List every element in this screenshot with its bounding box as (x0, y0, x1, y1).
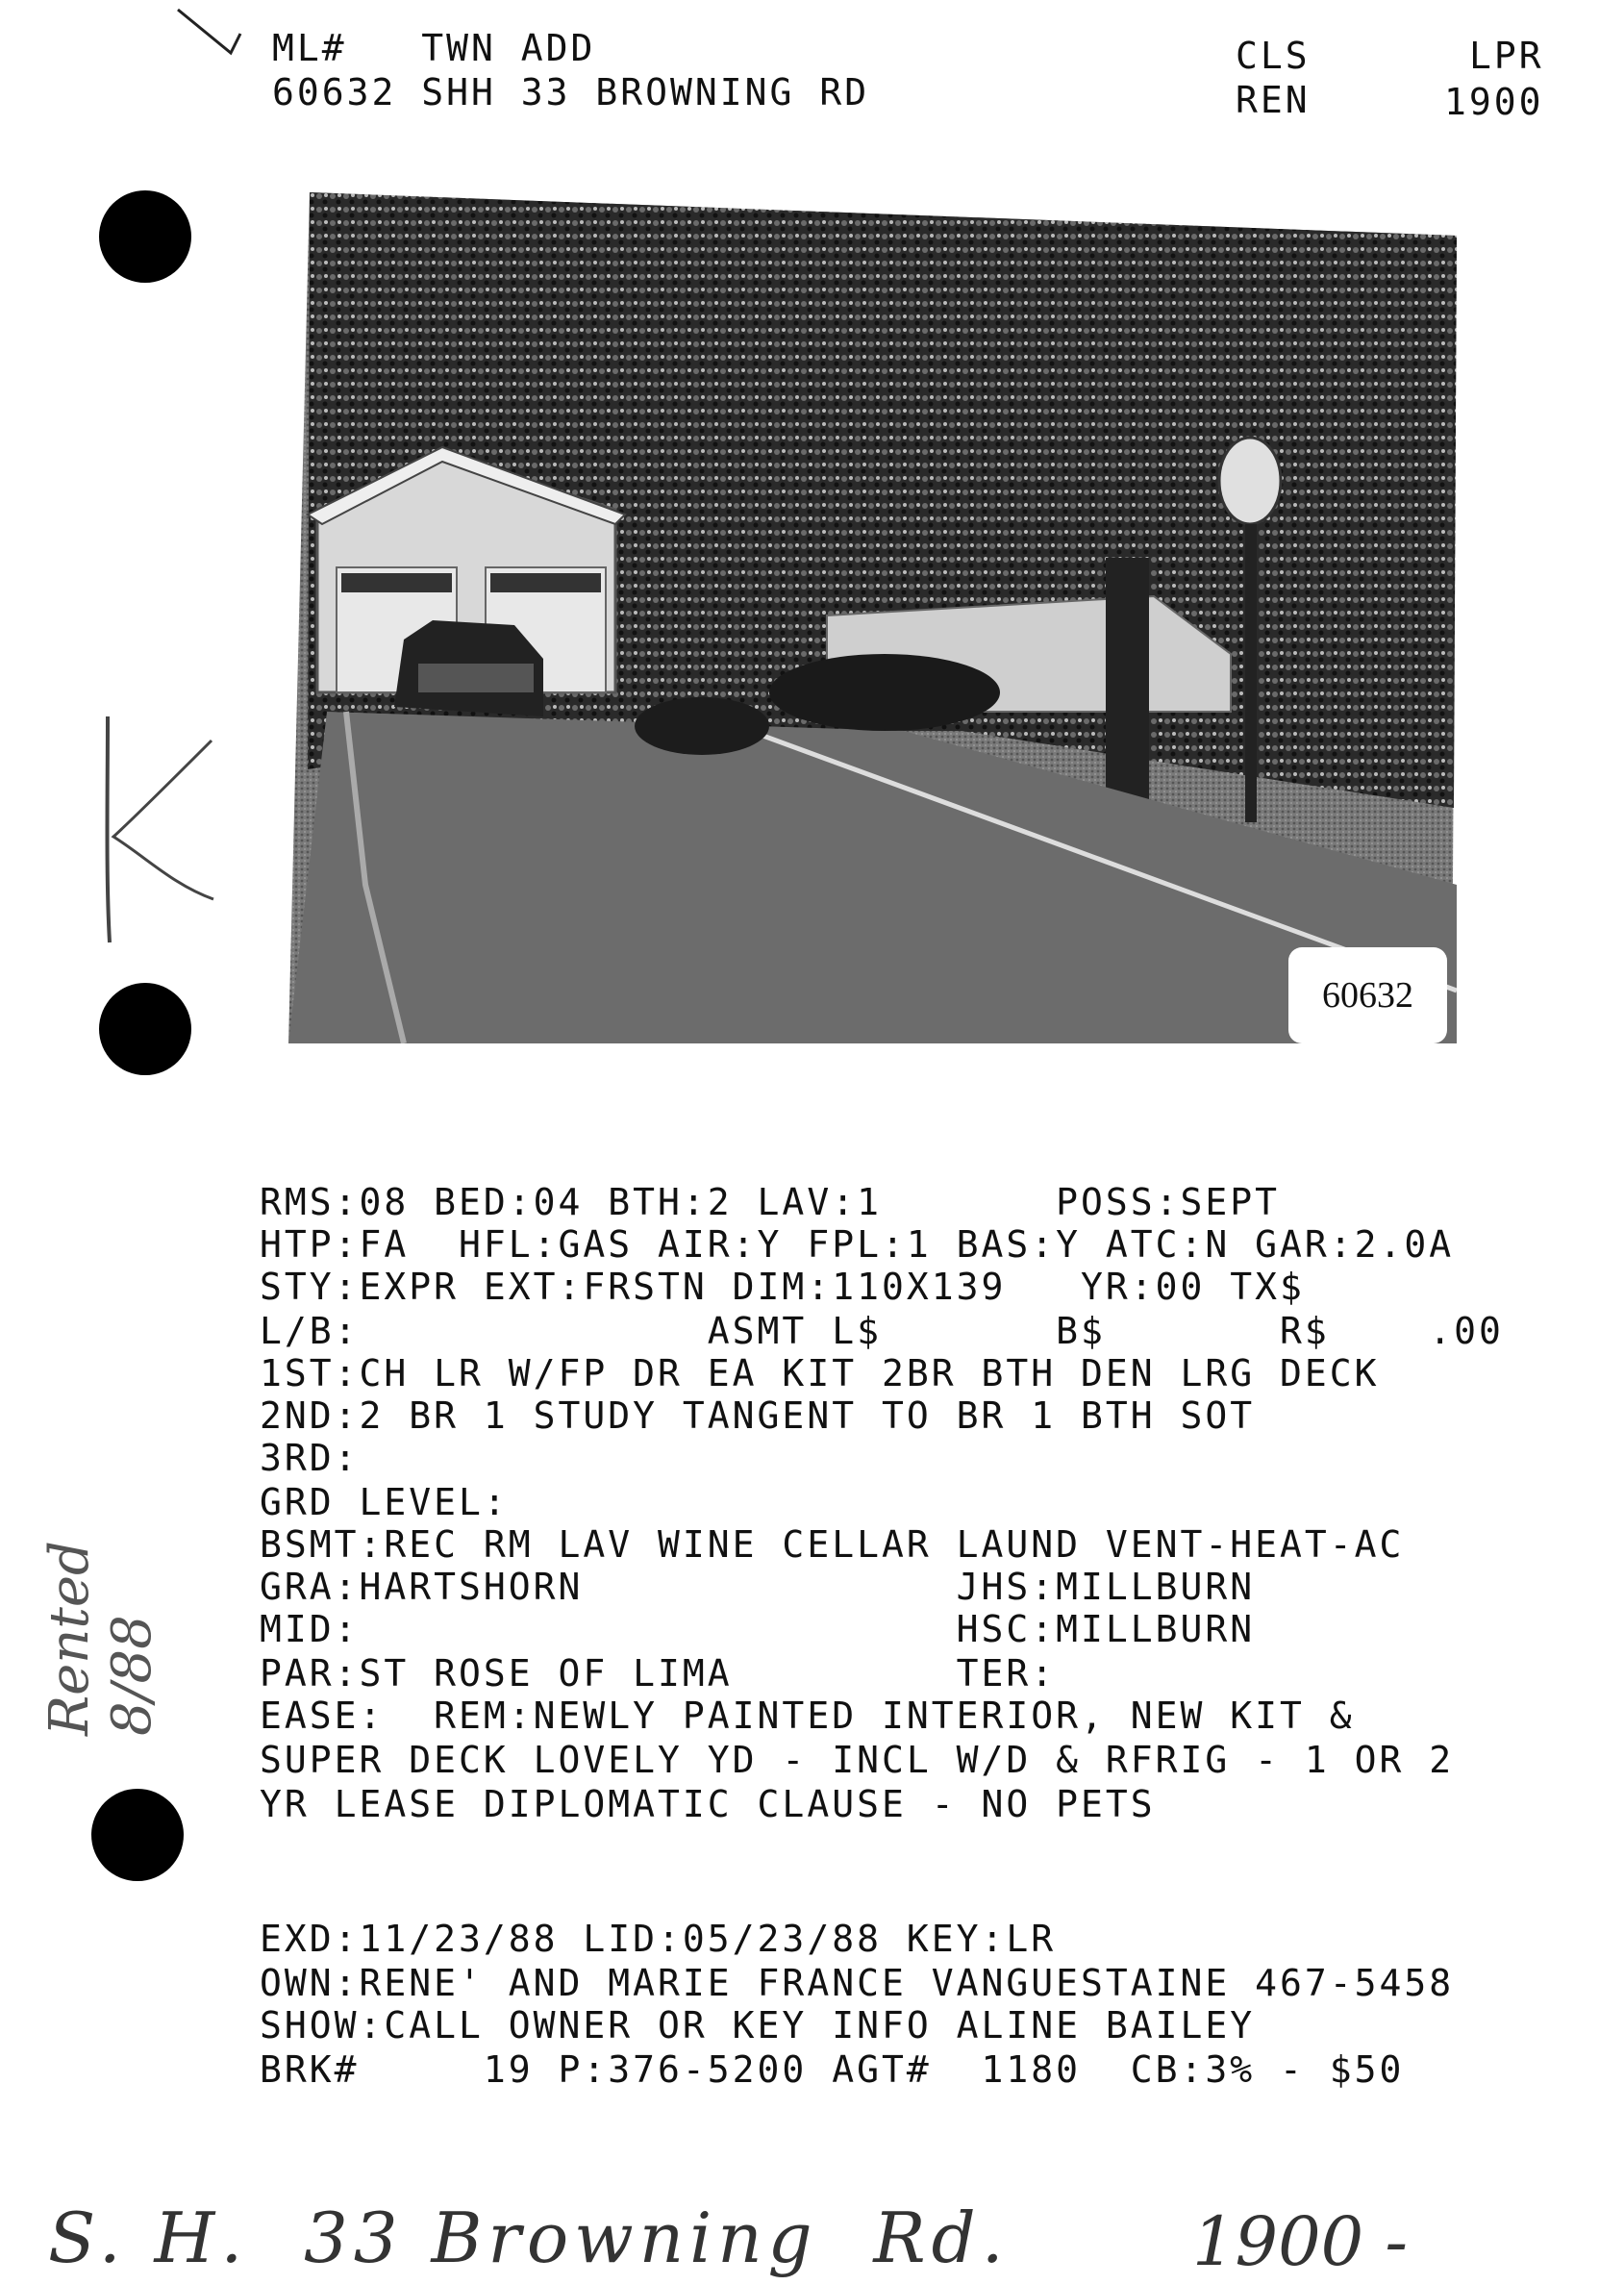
listing-line-remarks-3: YR LEASE DIPLOMATIC CLAUSE - NO PETS (260, 1783, 1156, 1825)
listing-line-mid-school: MID: HSC:MILLBURN (260, 1608, 1256, 1650)
listing-line-assessment: L/B: ASMT L$ B$ R$ .00 (260, 1310, 1504, 1352)
listing-line-show: SHOW:CALL OWNER OR KEY INFO ALINE BAILEY (260, 2004, 1256, 2046)
listing-line-first-floor: 1ST:CH LR W/FP DR EA KIT 2BR BTH DEN LRG DECK (260, 1352, 1380, 1394)
listing-line-remarks-2: SUPER DECK LOVELY YD - INCL W/D & RFRIG - 1 OR 2 (260, 1739, 1455, 1781)
listing-line-broker: BRK# 19 P:376-5200 AGT# 1180 CB:3% - $50 (260, 2048, 1405, 2091)
listing-line-basement: BSMT:REC RM LAV WINE CELLAR LAUND VENT-HEAT-AC (260, 1523, 1405, 1566)
listing-line-dates: EXD:11/23/88 LID:05/23/88 KEY:LR (260, 1918, 1057, 1960)
check-mark-icon (173, 5, 250, 63)
listing-line-ground-level: GRD LEVEL: (260, 1481, 509, 1523)
listing-line-heating: HTP:FA HFL:GAS AIR:Y FPL:1 BAS:Y ATC:N GAR:2.0A (260, 1223, 1455, 1266)
header-values: 60632 SHH 33 BROWNING RD (272, 71, 870, 113)
listing-line-style: STY:EXPR EXT:FRSTN DIM:110X139 YR:00 TX$ (260, 1266, 1305, 1308)
bottom-handwritten-price: 1900 - (1192, 2202, 1409, 2281)
listing-line-owner: OWN:RENE' AND MARIE FRANCE VANGUESTAINE 467-5458 (260, 1962, 1455, 2004)
margin-k-mark (96, 712, 231, 952)
bottom-handwritten-address: S. H. 33 Browning Rd. (48, 2197, 1010, 2278)
listing-line-rooms: RMS:08 BED:04 BTH:2 LAV:1 POSS:SEPT (260, 1181, 1280, 1223)
photo-label: 60632 (1288, 947, 1447, 1043)
house-photo (288, 192, 1457, 1043)
header-cls-label: CLS (1236, 35, 1311, 77)
listing-line-parochial: PAR:ST ROSE OF LIMA TER: (260, 1652, 1057, 1695)
header-lpr-value: 1900 (1444, 81, 1544, 123)
header-cls-value: REN (1236, 79, 1311, 121)
header-labels: ML# TWN ADD (272, 27, 596, 69)
binder-hole-top (99, 190, 191, 283)
listing-line-third-floor: 3RD: (260, 1437, 360, 1479)
listing-line-grade-school: GRA:HARTSHORN JHS:MILLBURN (260, 1566, 1256, 1608)
listing-line-second-floor: 2ND:2 BR 1 STUDY TANGENT TO BR 1 BTH SOT (260, 1394, 1256, 1437)
header-lpr-label: LPR (1469, 35, 1544, 77)
binder-hole-bottom (91, 1789, 184, 1881)
listing-line-remarks-1: EASE: REM:NEWLY PAINTED INTERIOR, NEW KIT & (260, 1695, 1355, 1737)
binder-hole-middle (99, 983, 191, 1075)
rented-note: Rented 8/88 (38, 1541, 163, 1736)
